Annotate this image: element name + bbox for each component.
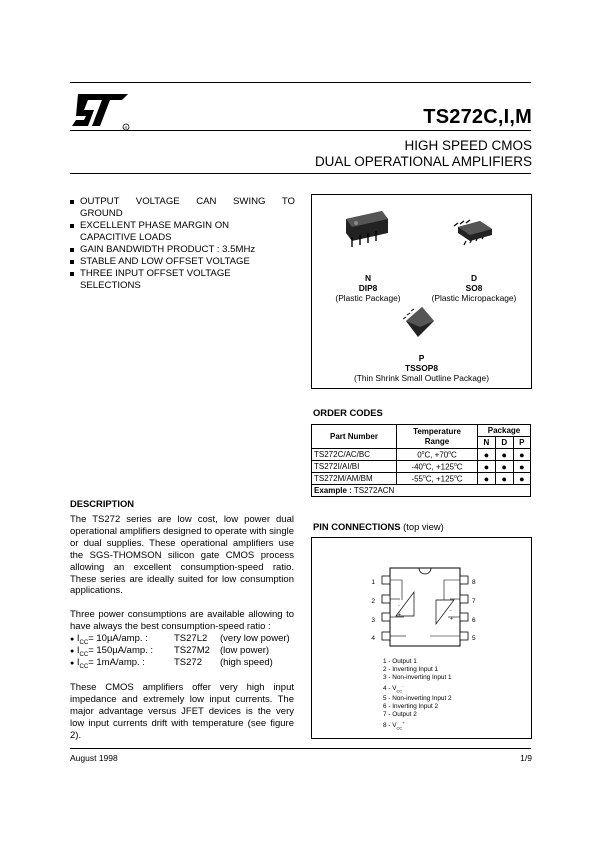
example-cell — [312, 485, 531, 497]
description-title: DESCRIPTION — [70, 498, 135, 509]
description-para-1: The TS272 series are low cost, low power dual operational amplifiers designed to operate with single or dual supplies. These operational amplifiers use the SGS-THOMSON silicon gate CMOS process allowing an excellent consumption-speed ratio. These series are ideally suited for low consumption applications. — [70, 514, 294, 597]
pin-number: 2 — [371, 597, 375, 605]
degree: o — [421, 449, 425, 456]
description-para-3: These CMOS amplifiers offer very high input impedance and extremely low input currents. The major advantage versus JFET devices is the very low input currents drift with temperature (see figure 2). — [70, 682, 294, 741]
icc-sub: CC — [79, 640, 89, 647]
order-codes-title: ORDER CODES — [313, 407, 383, 418]
col-pkg-p: P — [513, 437, 530, 449]
header-top-rule — [70, 82, 531, 83]
pkg-dot: ● — [478, 449, 496, 461]
icc-value: = 10µA/amp. : — [88, 633, 148, 645]
col-package: Package — [478, 425, 531, 437]
package-box — [311, 194, 532, 389]
pin-function: 2 - Inverting Input 1 — [383, 666, 439, 673]
subtitle-rule — [70, 173, 531, 174]
svg-text:-: - — [398, 603, 400, 609]
pkg-dot: ● — [513, 461, 530, 473]
footer-rule — [70, 748, 531, 749]
icc-note: (high speed) — [220, 657, 273, 669]
order-codes-table — [311, 424, 531, 497]
temp-low: 0 — [417, 450, 422, 460]
temp-cell — [397, 461, 478, 473]
feature-item-cont: SELECTIONS — [80, 280, 141, 291]
svg-text:+: + — [398, 612, 401, 618]
pkg-dot: ● — [478, 461, 496, 473]
temp-high: C, +125 — [425, 462, 455, 472]
pin-function: 1 - Output 1 — [383, 658, 417, 665]
temp-high: C, +70 — [424, 450, 449, 460]
temp-unit: C — [456, 474, 463, 484]
feature-item: OUTPUT VOLTAGE CAN SWING TO — [70, 196, 295, 208]
title-rule — [70, 130, 531, 131]
temp-unit: C — [451, 450, 457, 460]
footer-page: 1/9 — [520, 753, 532, 763]
right-pin-numbers — [472, 574, 476, 649]
dip8-name: DIP8 — [358, 283, 378, 293]
icc-sub: CC — [79, 652, 89, 659]
tssop8-desc: (Thin Shrink Small Outline Package) — [354, 373, 489, 383]
temp-low: -55 — [411, 474, 423, 484]
temp-unit: C — [456, 462, 463, 472]
table-row — [312, 473, 531, 485]
vcc-minus: - — [402, 683, 404, 688]
pin-function-list — [383, 658, 452, 733]
part-cell: TS272C/AC/BC — [312, 449, 397, 461]
part-cell: TS272M/AM/BM — [312, 473, 397, 485]
feature-item: THREE INPUT OFFSET VOLTAGE — [70, 268, 295, 280]
icc-symbol: I — [76, 657, 80, 669]
table-row — [312, 461, 531, 473]
degree: o — [422, 461, 426, 468]
so8-label — [426, 273, 522, 303]
pin-number: 5 — [472, 635, 476, 643]
degree: o — [454, 473, 457, 480]
so8-desc: (Plastic Micropackage) — [431, 293, 517, 303]
icc-note: (very low power) — [220, 633, 290, 645]
icc-part: TS27L2 — [174, 633, 208, 645]
footer-date: August 1998 — [70, 753, 118, 763]
col-temp-line2: Range — [424, 436, 450, 446]
icc-part: TS272 — [174, 657, 202, 669]
pin-number: 4 — [371, 635, 375, 643]
pin-connections-title — [313, 521, 444, 532]
vcc-sub: CC — [396, 688, 403, 694]
feature-item: GAIN BANDWIDTH PRODUCT : 3.5MHz — [70, 244, 295, 256]
feature-item-cont: CAPACITIVE LOADS — [80, 232, 172, 243]
pin-function: 5 - Non-inverting Input 2 — [383, 695, 452, 703]
col-pkg-d: D — [495, 437, 513, 449]
pin-function: 3 - Non-inverting Input 1 — [383, 674, 452, 681]
description-body — [70, 514, 294, 742]
icc-sub: CC — [79, 664, 89, 671]
pin-number: 1 — [371, 579, 375, 586]
dip8-package-icon — [342, 209, 390, 249]
so8-package-icon — [452, 217, 496, 249]
degree: o — [448, 449, 452, 456]
example-label: Example : — [314, 486, 352, 495]
tssop8-label — [312, 353, 531, 383]
left-pin-numbers — [369, 574, 375, 649]
tssop8-package-icon — [402, 303, 438, 345]
part-number-title: TS272C,I,M — [423, 106, 532, 128]
degree: o — [454, 461, 457, 468]
consumption-item: ● $I_{CC}= 150\mu A/amp$. : TS27M2 (low power) — [70, 645, 270, 659]
consumption-list — [70, 633, 294, 669]
icc-symbol: I — [76, 633, 80, 645]
pin-function — [383, 719, 452, 732]
vcc-sub: CC — [396, 725, 403, 731]
feature-item: STABLE AND LOW OFFSET VOLTAGE — [70, 256, 295, 268]
svg-text:R: R — [124, 124, 128, 130]
pin-function: 7 - Output 2 — [383, 711, 417, 719]
pin-connections-label: PIN CONNECTIONS — [313, 521, 401, 532]
pinout-diagram — [370, 566, 480, 650]
col-temp-line1: Temperature — [413, 426, 461, 436]
degree: o — [422, 473, 426, 480]
icc-note: (low power) — [220, 645, 270, 657]
pin-function-text: 8 - V — [383, 722, 397, 730]
st-logo-icon — [70, 92, 132, 132]
pin-number: 8 — [472, 579, 476, 586]
table-row — [312, 449, 531, 461]
pin-number: 6 — [472, 616, 476, 624]
icc-symbol: I — [76, 645, 80, 657]
pin-number: 7 — [472, 597, 476, 605]
temp-high: C, +125 — [425, 474, 455, 484]
temp-cell — [397, 473, 478, 485]
vcc-plus: + — [402, 720, 405, 726]
dip8-letter: N — [364, 273, 372, 283]
tssop8-letter: P — [418, 353, 425, 363]
subtitle-line-2: DUAL OPERATIONAL AMPLIFIERS — [314, 154, 532, 169]
features-list — [70, 196, 295, 292]
feature-item: EXCELLENT PHASE MARGIN ON — [70, 220, 295, 232]
icc-value: = 150µA/amp. : — [88, 645, 154, 657]
consumption-item: ● $I_{CC}= 10\mu A/amp$. : TS27L2 (very low power) — [70, 633, 290, 647]
example-value: TS272ACN — [353, 486, 395, 495]
pin-connections-view: (top view) — [403, 521, 444, 532]
svg-text:-: - — [450, 608, 452, 614]
so8-letter: D — [470, 273, 478, 283]
svg-text:+: + — [450, 616, 453, 622]
pin-function: 6 - Inverting Input 2 — [383, 703, 439, 711]
part-cell: TS272I/AI/BI — [312, 461, 397, 473]
pkg-dot: ● — [495, 449, 513, 461]
col-part-number: Part Number — [312, 425, 397, 449]
col-pkg-n: N — [478, 437, 496, 449]
subtitle-line-1: HIGH SPEED CMOS — [404, 138, 532, 153]
tssop8-name: TSSOP8 — [404, 363, 439, 373]
consumption-item: ● $I_{CC}= 1mA/amp$. : TS272 (high speed) — [70, 657, 273, 671]
pkg-dot: ● — [495, 473, 513, 485]
feature-item-cont: GROUND — [80, 208, 123, 219]
so8-name: SO8 — [465, 283, 483, 293]
icc-value: = 1mA/amp. : — [88, 657, 145, 669]
pin-number: 3 — [371, 616, 375, 624]
pkg-dot: ● — [513, 449, 530, 461]
temp-cell — [397, 449, 478, 461]
pkg-dot: ● — [495, 461, 513, 473]
pin-function — [383, 682, 452, 695]
temp-low: -40 — [411, 462, 423, 472]
dip8-label — [332, 273, 404, 303]
pkg-dot: ● — [513, 473, 530, 485]
pin-function-text: 4 - V — [383, 685, 397, 693]
icc-part: TS27M2 — [174, 645, 210, 657]
dip8-desc: (Plastic Package) — [335, 293, 401, 303]
col-temperature — [397, 425, 478, 449]
description-para-2: Three power consumptions are available allowing to have always the best consumption-speed ratio : — [70, 609, 294, 633]
pkg-dot: ● — [478, 473, 496, 485]
